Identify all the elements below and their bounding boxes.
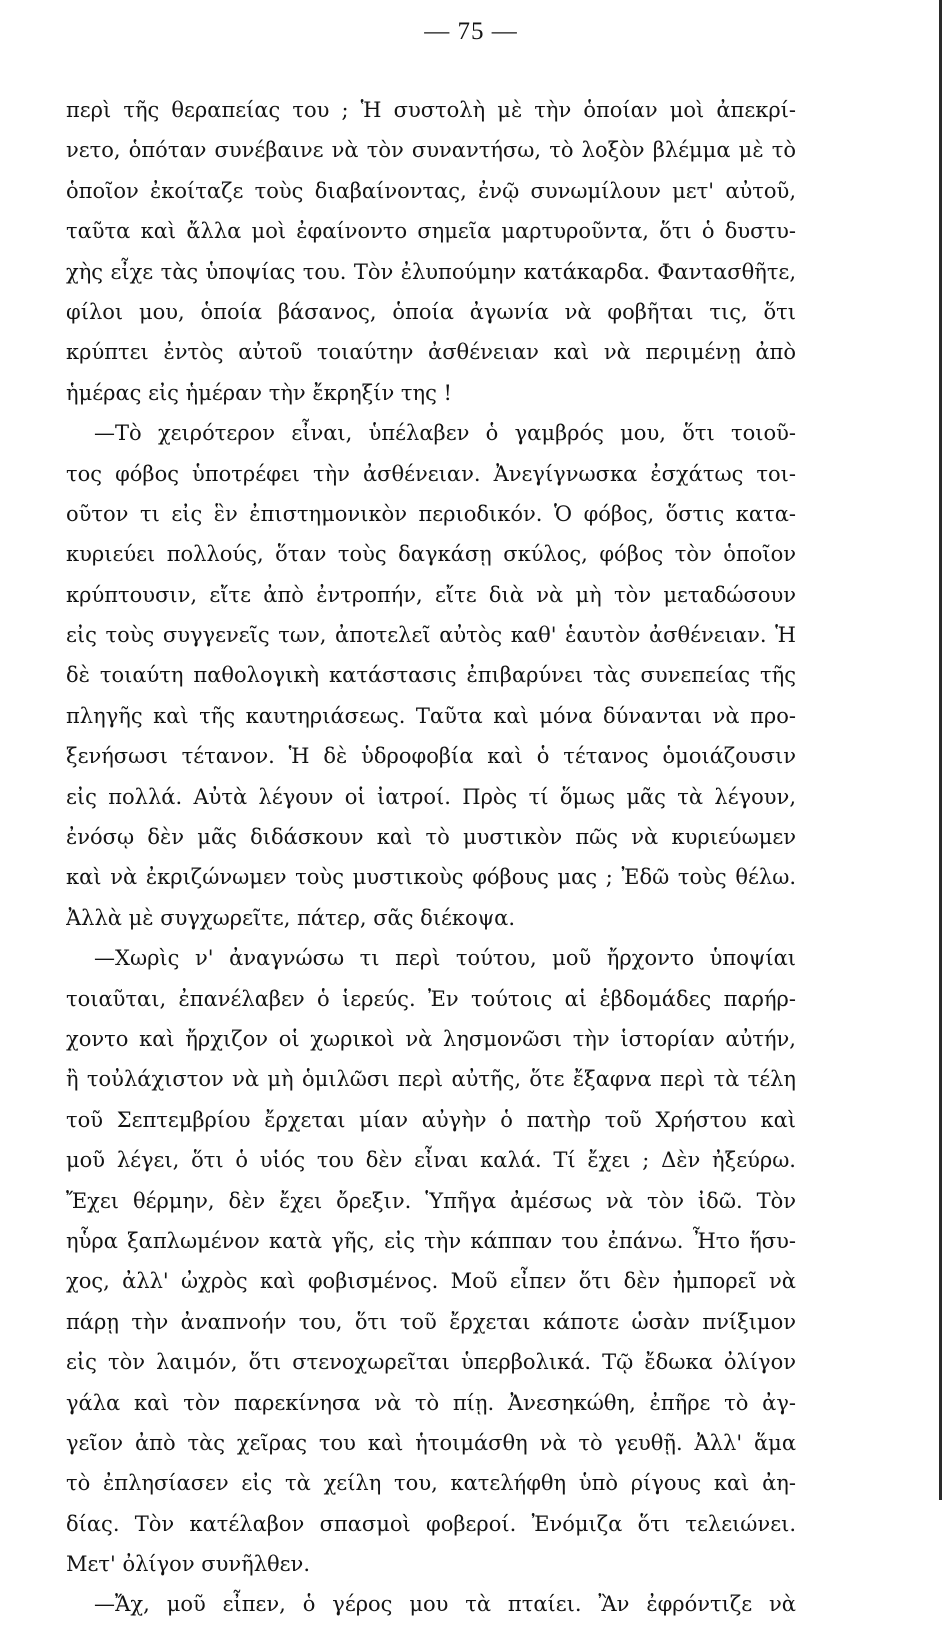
body-text <box>66 90 796 1625</box>
text-line: ἡμέρας εἰς ἡμέραν τὴν ἔκρηξίν της ! <box>66 380 452 405</box>
text-line: κρύπτει ἐντὸς αὐτοῦ τοιαύτην ἀσθένειαν καὶ νὰ περιμένῃ ἀπὸ <box>66 340 796 365</box>
text-line: ἐνόσῳ δὲν μᾶς διδάσκουν καὶ τὸ μυστικὸν πῶς νὰ κυριεύωμεν <box>66 825 796 850</box>
text-line: εἰς πολλά. Αὐτὰ λέγουν οἱ ἰατροί. Πρὸς τί ὅμως μᾶς τὰ λέγουν, <box>66 784 796 809</box>
text-line: Μετ' ὀλίγον συνῆλθεν. <box>66 1552 310 1577</box>
text-line: χοντο καὶ ἤρχιζον οἱ χωρικοὶ νὰ λησμονῶσι τὴν ἱστορίαν αὐτήν, <box>66 1026 796 1051</box>
text-line: πληγῆς καὶ τῆς καυτηριάσεως. Ταῦτα καὶ μόνα δύνανται νὰ προ- <box>66 703 796 728</box>
text-line: εἰς τοὺς συγγενεῖς των, ἀποτελεῖ αὐτὸς καθ' ἑαυτὸν ἀσθένειαν. Ἡ <box>66 623 796 648</box>
text-line: χος, ἀλλ' ὠχρὸς καὶ φοβισμένος. Μοῦ εἶπεν ὅτι δὲν ἠμπορεῖ νὰ <box>66 1269 796 1294</box>
text-line: ηὗρα ξαπλωμένον κατὰ γῆς, εἰς τὴν κάππαν του ἐπάνω. Ἦτο ἥσυ- <box>66 1228 796 1253</box>
text-line: Ἀλλὰ μὲ συγχωρεῖτε, πάτερ, σᾶς διέκοψα. <box>66 905 516 930</box>
text-line: τοῦ Σεπτεμβρίου ἔρχεται μίαν αὐγὴν ὁ πατὴρ τοῦ Χρήστου καὶ <box>66 1107 796 1132</box>
text-line: ταῦτα καὶ ἄλλα μοὶ ἐφαίνοντο σημεῖα μαρτυροῦντα, ὅτι ὁ δυστυ- <box>66 219 796 244</box>
text-line: μοῦ λέγει, ὅτι ὁ υἱός του δὲν εἶναι καλά. Τί ἔχει ; Δὲν ἠξεύρω. <box>66 1148 796 1173</box>
text-line: καὶ νὰ ἐκριζώνωμεν τοὺς μυστικοὺς φόβους μας ; Ἐδῶ τοὺς θέλω. <box>66 865 796 890</box>
text-line: —Χωρὶς ν' ἀναγνώσω τι περὶ τούτου, μοῦ ἤρχοντο ὑποψίαι <box>94 946 796 971</box>
text-line: Ἔχει θέρμην, δὲν ἔχει ὄρεξιν. Ὑπῆγα ἀμέσως νὰ τὸν ἰδῶ. Τὸν <box>66 1188 796 1213</box>
text-line: γάλα καὶ τὸν παρεκίνησα νὰ τὸ πίῃ. Ἀνεσηκώθη, ἐπῆρε τὸ ἀγ- <box>66 1390 796 1415</box>
text-line: τοιαῦται, ἐπανέλαβεν ὁ ἱερεύς. Ἐν τούτοις αἱ ἑβδομάδες παρήρ- <box>66 986 796 1011</box>
text-line: τὸ ἐπλησίασεν εἰς τὰ χείλη του, κατελήφθη ὑπὸ ρίγους καὶ ἀη- <box>66 1471 796 1496</box>
text-line: κρύπτουσιν, εἴτε ἀπὸ ἐντροπήν, εἴτε διὰ νὰ μὴ τὸν μεταδώσουν <box>66 582 796 607</box>
text-line: δὲ τοιαύτη παθολογικὴ κατάστασις ἐπιβαρύνει τὰς συνεπείας τῆς <box>66 663 796 688</box>
text-line: γεῖον ἀπὸ τὰς χεῖρας του καὶ ἡτοιμάσθη νὰ τὸ γευθῇ. Ἀλλ' ἅμα <box>66 1430 796 1455</box>
text-line: νετο, ὁπόταν συνέβαινε νὰ τὸν συναντήσω, τὸ λοξὸν βλέμμα μὲ τὸ <box>66 138 796 163</box>
text-line: ξενήσωσι τέτανον. Ἡ δὲ ὑδροφοβία καὶ ὁ τέτανος ὁμοιάζουσιν <box>66 744 796 769</box>
text-line: ἢ τοὐλάχιστον νὰ μὴ ὁμιλῶσι περὶ αὐτῆς, ὅτε ἔξαφνα περὶ τὰ τέλη <box>66 1067 796 1092</box>
text-line: χὴς εἶχε τὰς ὑποψίας του. Τὸν ἐλυπούμην κατάκαρδα. Φαντασθῆτε, <box>66 259 796 284</box>
text-line: πάρῃ τὴν ἀναπνοήν του, ὅτι τοῦ ἔρχεται κάποτε ὡσὰν πνίξιμον <box>66 1309 796 1334</box>
text-line: φίλοι μου, ὁποία βάσανος, ὁποία ἀγωνία νὰ φοβῆται τις, ὅτι <box>66 299 796 324</box>
text-line: τος φόβος ὑποτρέφει τὴν ἀσθένειαν. Ἀνεγίγνωσκα ἐσχάτως τοι- <box>66 461 796 486</box>
text-line: κυριεύει πολλούς, ὅταν τοὺς δαγκάσῃ σκύλος, φόβος τὸν ὁποῖον <box>66 542 796 567</box>
text-line: ὁποῖον ἐκοίταζε τοὺς διαβαίνοντας, ἐνῷ συνωμίλουν μετ' αὐτοῦ, <box>66 178 796 203</box>
text-line: οῦτον τι εἰς ἓν ἐπιστημονικὸν περιοδικόν. Ὁ φόβος, ὅστις κατα- <box>66 501 796 526</box>
text-line: —Ἄχ, μοῦ εἶπεν, ὁ γέρος μου τὰ πταίει. Ἂν ἐφρόντιζε νὰ <box>94 1592 796 1617</box>
text-line: δίας. Τὸν κατέλαβον σπασμοὶ φοβεροί. Ἐνόμιζα ὅτι τελειώνει. <box>66 1511 796 1536</box>
text-line: περὶ τῆς θεραπείας του ; Ἡ συστολὴ μὲ τὴν ὁποίαν μοὶ ἀπεκρί- <box>66 98 796 122</box>
text-line: εἰς τὸν λαιμόν, ὅτι στενοχωρεῖται ὑπερβολικά. Τῷ ἔδωκα ὀλίγον <box>66 1350 796 1375</box>
page-number: — 75 — <box>424 18 518 45</box>
text-line: —Τὸ χειρότερον εἶναι, ὑπέλαβεν ὁ γαμβρός μου, ὅτι τοιοῦ- <box>94 421 796 446</box>
